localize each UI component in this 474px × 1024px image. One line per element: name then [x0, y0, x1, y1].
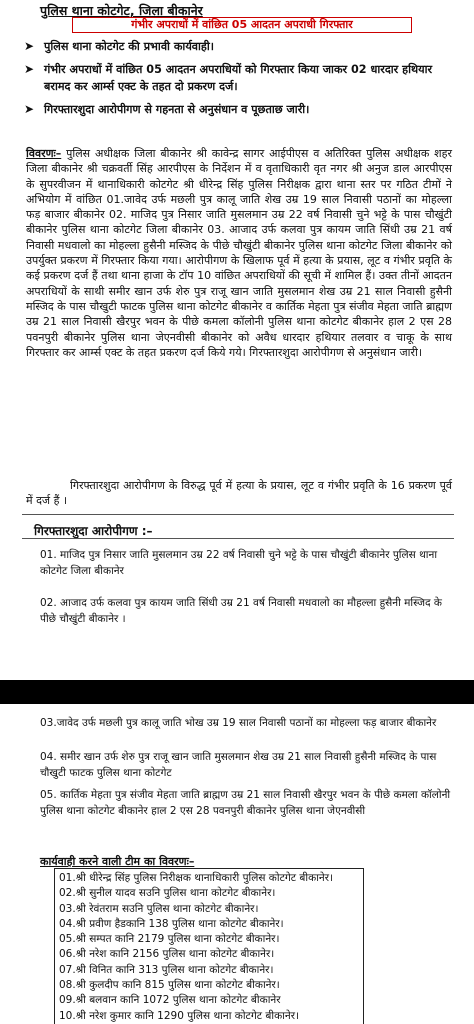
accused-item: 01. माजिद पुत्र निसार जाति मुसलमान उम्र 22 वर्ष निवासी चुने भट्टे के पास चौखुंटी बीकानेर पुलिस थाना कोटगेट जिला बीकानेर	[40, 549, 438, 577]
highlight-item: ➤ गंभीर अपराधों में वांछित 05 आदतन अपराधियों को गिरफ्तार किया जाकर 02 धारदार हथियार बरामद कर आर्म्स एक्ट के तहत दो प्रकरण दर्ज।	[24, 62, 433, 93]
details-paragraph	[26, 146, 452, 360]
highlights-list	[24, 38, 454, 124]
office-title: पुलिस थाना कोटगेट, जिला बीकानेर	[40, 3, 203, 18]
arrested-section-title: गिरफ्तारशुदा आरोपीगण :–	[34, 524, 153, 538]
highlight-item: ➤ गिरफ्तारशुदा आरोपीगण से गहनता से अनुसंधान व पूछताछ जारी।	[24, 102, 310, 116]
prior-cases-paragraph: गिरफ्तारशुदा आरोपीगण के विरुद्ध पूर्व में हत्या के प्रयास, लूट व गंभीर प्रवृति के 16 प्रकरण पूर्व में दर्ज हैं ।	[26, 479, 452, 508]
divider	[22, 538, 454, 539]
highlight-item: ➤ पुलिस थाना कोटगेट की प्रभावी कार्यवाही।	[24, 39, 215, 53]
team-member: 02.श्री सुनील यादव सउनि पुलिस थाना कोटगेट बीकानेर।	[59, 887, 276, 900]
arrow-right-icon: ➤	[24, 102, 35, 116]
team-member: 03.श्री रेवंतराम सउनि पुलिस थाना कोटगेट बीकानेर।	[59, 902, 259, 915]
accused-item: 02. आजाद उर्फ कलवा पुत्र कायम जाति सिंधी उम्र 21 वर्ष निवासी मधवालो का मौहल्ला हुसैनी मस्जिद के पीछे चौखुंटी बीकानेर ।	[40, 597, 442, 625]
accused-item: 03.जावेद उर्फ मछली पुत्र कालू जाति भोख उम्र 19 साल निवासी पठानों का मोहल्ला फड़ बाजार बीकानेर	[40, 717, 437, 729]
team-member: 08.श्री कुलदीप कानि 815 पुलिस थाना कोटगेट बीकानेर।	[59, 979, 280, 992]
team-member: 10.श्री नरेश कुमार कानि 1290 पुलिस थाना कोटगेट बीकानेर।	[59, 1009, 299, 1022]
team-member: 06.श्री नरेश कानि 2156 पुलिस थाना कोटगेट बीकानेर।	[59, 948, 275, 961]
arrow-right-icon: ➤	[24, 62, 35, 76]
team-member: 04.श्री प्रवीण हैडकानि 138 पुलिस थाना कोटगेट बीकानेर।	[59, 917, 284, 930]
accused-item: 04. समीर खान उर्फ शेरु पुत्र राजू खान जाति मुसलमान शेख उम्र 21 साल निवासी हुसैनी मस्जिद के पास चौखुटी फाटक पुलिस थाना कोटगेट	[40, 751, 437, 779]
press-note-page-2	[0, 704, 474, 1024]
team-member: 01.श्री धीरेन्द्र सिंह पुलिस निरीक्षक थानाधिकारी पुलिस कोटगेट बीकानेर।	[59, 872, 334, 884]
team-member: 07.श्री विनित कानि 313 पुलिस थाना कोटगेट बीकानेर।	[59, 963, 274, 976]
details-lead: विवरणः–	[26, 147, 62, 160]
team-list	[54, 868, 364, 1024]
page-separator	[0, 680, 474, 704]
headline-box: गंभीर अपराधों में वांछित 05 आदतन अपराधी गिरफ्तार	[72, 17, 412, 33]
accused-item: 05. कार्तिक मेहता पुत्र संजीव मेहता जाति ब्राह्मण उम्र 21 साल निवासी खैरपुर भवन के पीछे कमला कॉलोनी पुलिस थाना कोटगेट बीकानेर हाल 2 एस 28 पवनपुरी बीकानेर पुलिस थाना जेएनवीसी	[40, 789, 451, 817]
arrow-right-icon: ➤	[24, 39, 35, 53]
team-member: 05.श्री सम्पत कानि 2179 पुलिस थाना कोटगेट बीकानेर।	[59, 933, 280, 946]
team-section-title: कार्यवाही करने वाली टीम का विवरणः–	[40, 855, 195, 868]
divider	[22, 514, 454, 515]
team-member: 09.श्री बलवान कानि 1072 पुलिस थाना कोटगेट बीकानेर	[59, 994, 281, 1007]
details-text: पुलिस अधीक्षक जिला बीकानेर श्री कावेन्द्र सागर आईपीएस व अतिरिक्त पुलिस अधीक्षक शहर जिला बीकानेर श्री चक्रवर्ती सिंह आरपीएस के निर्देशन में व वृताधिकारी वृत नगर श्री अनुज डाल आरपीएस के सुपरवीजन में थानाधिकारी कोटगेट श्री धीरेन्द्र सिंह पुलिस निरीक्षक द्वारा थाना स्तर पर गठित टीमों ने अभियोग में वांछित 01.जावेद उर्फ मछली पुत्र कालू जाति शेख उम्र 19 साल निवासी पठानों का मोहल्ला फड़ बाजार बीकानेर 02. माजिद पुत्र निसार जाति मुसलमान उम्र 22 वर्ष निवासी चुने भट्टे के पास चौखुंटी बीकानेर पुलिस थाना कोटगेट जिला बीकानेर 03. आजाद उर्फ कलवा पुत्र कायम जाति सिंधी उम्र 21 वर्ष निवासी मधवालो का मोहल्ला हुसैनी मस्जिद के पीछे चौखुंटी बीकानेर पुलिस थाना कोटगेट जिला बीकानेर को उपर्युक्त प्रकरण में गिरफ्तार किया गया। आरोपीगण के खिलाफ पूर्व में हत्या के प्रयास, लूट व गंभीर प्रवृति के कई प्रकरण दर्ज हैं तथा थाना हाजा के टॉप 10 वांछित अपराधियों की सूची में शामिल हैं। उक्त तीनों आदतन अपराधियों के साथी समीर खान उर्फ शेरु पुत्र राजू खान जाति मुसलमान शेख उम्र 21 साल निवासी हुसैनी मस्जिद के पास चौखुटी फाटक पुलिस थाना कोटगेट बीकानेर व कार्तिक मेहता पुत्र संजीव मेहता जाति ब्राह्मण उम्र 21 साल निवासी खैरपुर भवन के पीछे कमला कॉलोनी पुलिस थाना कोटगेट बीकानेर हाल 2 एस 28 पवनपुरी बीकानेर पुलिस थाना जेएनवीसी बीकानेर को अवैध धारदार हथियार तलवार व चाकू के साथ गिरफ्तार कर आर्म्स एक्ट के तहत प्रकरण दर्ज किये गये। गिरफ्तारशुदा आरोपीगण से अनुसंधान जारी।	[26, 147, 452, 359]
